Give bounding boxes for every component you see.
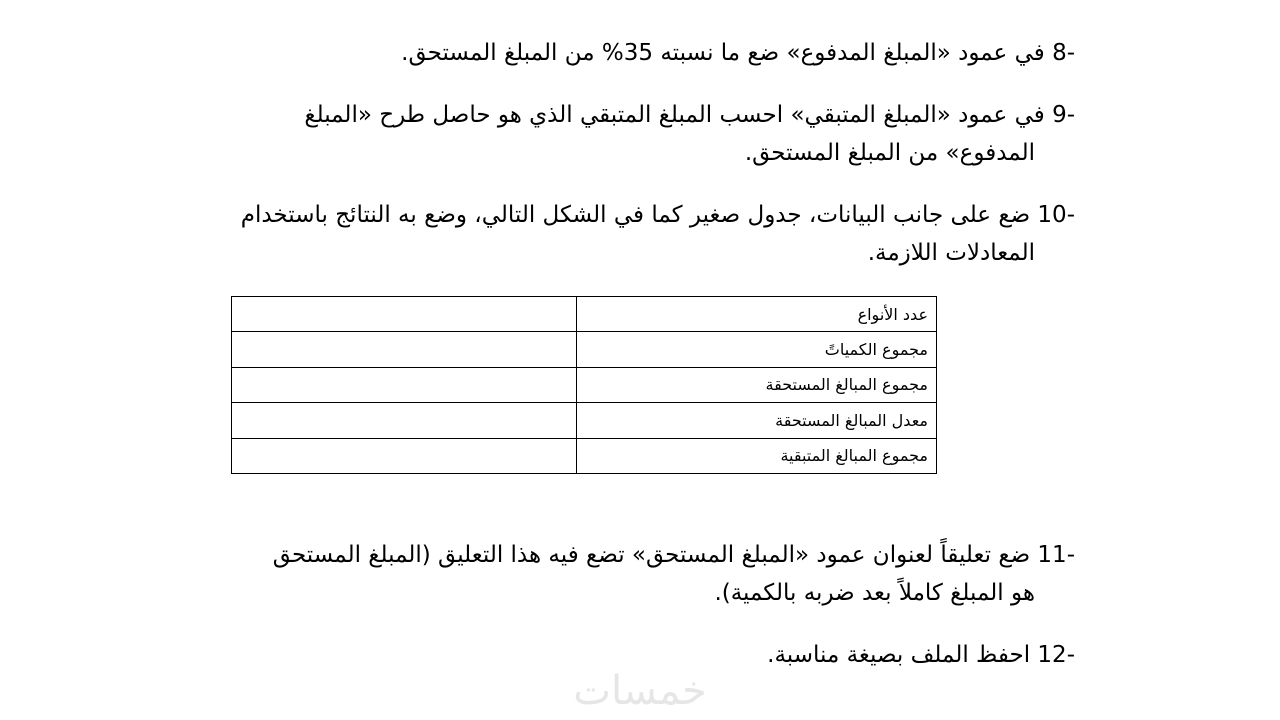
table-row-label: مجموع الكمياتً xyxy=(576,332,936,367)
table-row xyxy=(232,367,937,402)
item-text: ضع تعليقاً لعنوان عمود «المبلغ المستحق» تضع فيه هذا التعليق (المبلغ المستحق xyxy=(272,542,1031,568)
summary-table xyxy=(231,296,937,474)
item-text: احفظ الملف بصيغة مناسبة. xyxy=(767,642,1031,668)
table-row xyxy=(232,403,937,438)
table-row-label: معدل المبالغ المستحقة xyxy=(576,403,936,438)
item-text: في عمود «المبلغ المدفوع» ضع ما نسبته 35% من المبلغ المستحق. xyxy=(401,40,1045,66)
table-row-label: مجموع المبالغ المتبقية xyxy=(576,438,936,473)
item-number: 8- xyxy=(1052,40,1075,66)
item-number: 10- xyxy=(1037,202,1075,228)
table-row-value xyxy=(232,403,577,438)
item-number: 9- xyxy=(1052,102,1075,128)
item-text: ضع على جانب البيانات، جدول صغير كما في الشكل التالي، وضع به النتائج باستخدام xyxy=(240,202,1031,228)
item-text-continuation: المدفوع» من المبلغ المستحق. xyxy=(744,140,1035,166)
instruction-item-11 xyxy=(273,536,1075,612)
instruction-item-9 xyxy=(304,96,1075,172)
item-text-continuation: هو المبلغ كاملاً بعد ضربه بالكمية). xyxy=(714,580,1035,606)
item-number: 12- xyxy=(1037,642,1075,668)
watermark-logo: خمسات xyxy=(573,668,707,714)
item-text-continuation: المعادلات اللازمة. xyxy=(867,240,1035,266)
table-row xyxy=(232,332,937,367)
table-row-value xyxy=(232,297,577,332)
table-row-value xyxy=(232,332,577,367)
table-row-label: عدد الأنواع xyxy=(576,297,936,332)
table-row xyxy=(232,438,937,473)
table-row-label: مجموع المبالغ المستحقة xyxy=(576,367,936,402)
table-row-value xyxy=(232,367,577,402)
table-row-value xyxy=(232,438,577,473)
table-row xyxy=(232,297,937,332)
instruction-item-10 xyxy=(241,196,1075,272)
item-text: في عمود «المبلغ المتبقي» احسب المبلغ المتبقي الذي هو حاصل طرح «المبلغ xyxy=(304,102,1045,128)
instruction-item-8 xyxy=(401,34,1075,72)
item-number: 11- xyxy=(1037,542,1075,568)
instruction-item-12 xyxy=(767,636,1075,674)
